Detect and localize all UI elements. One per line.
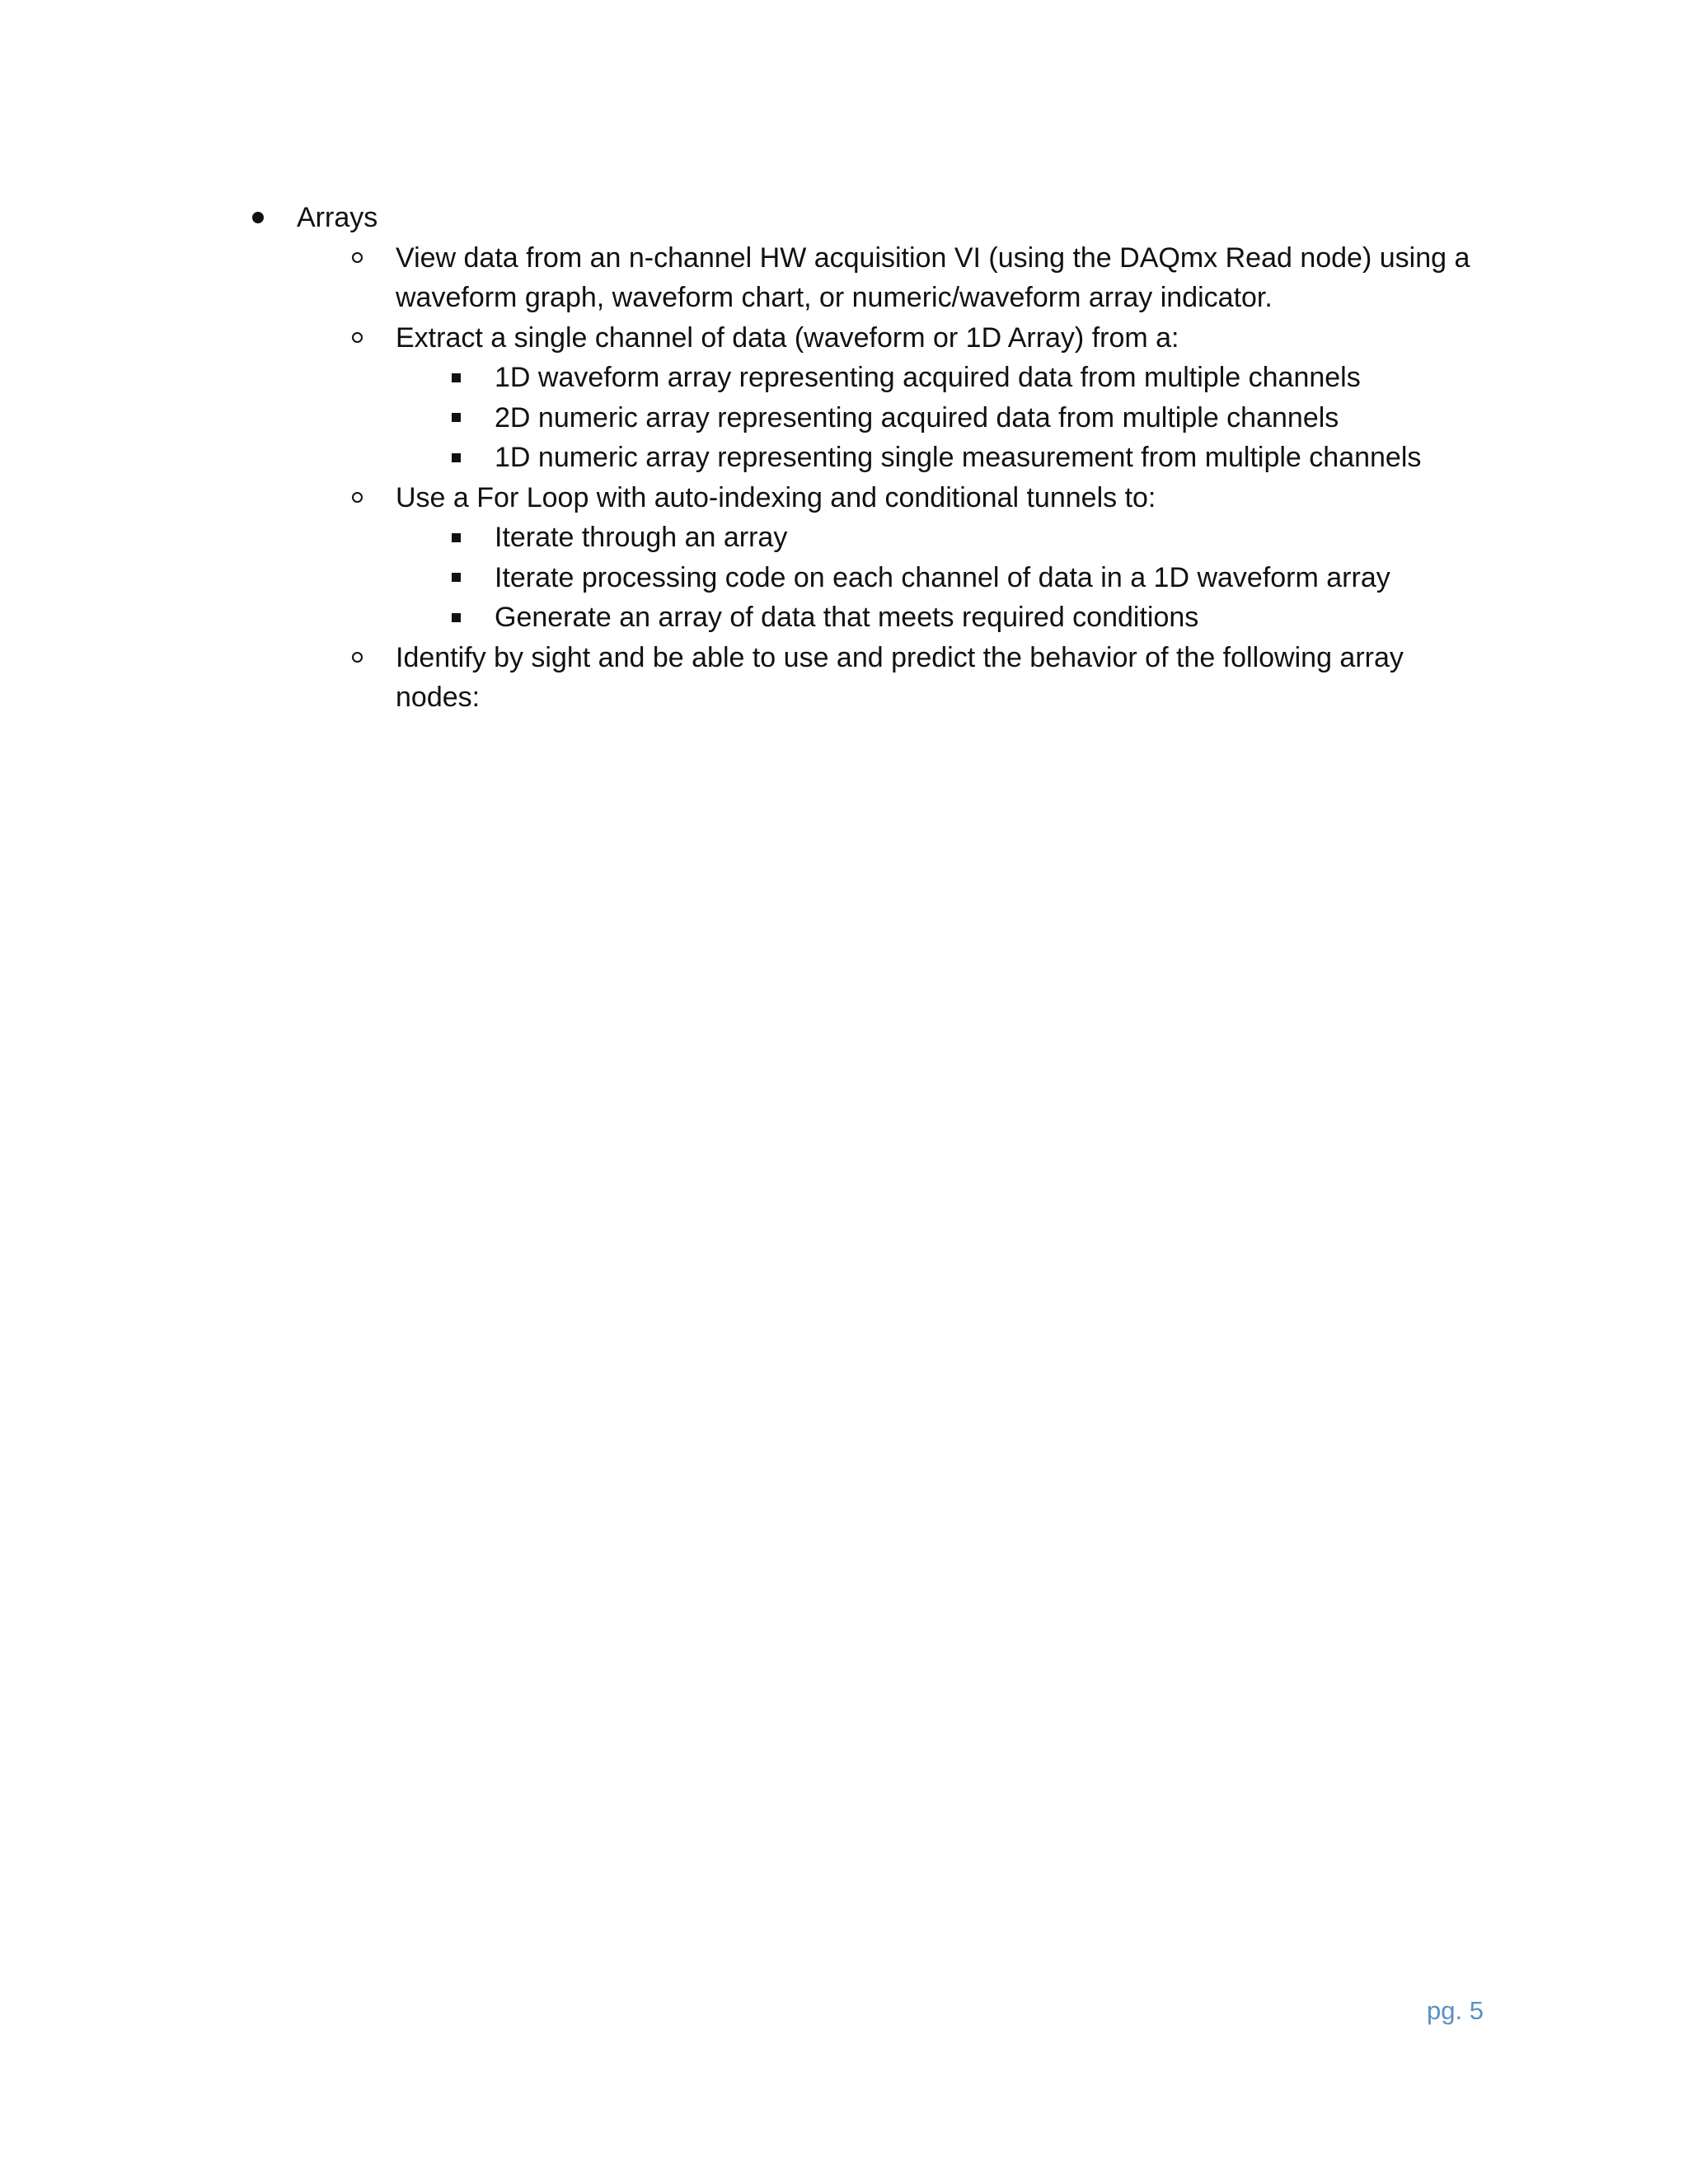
sub-list-item: [239, 598, 1492, 638]
square-bullet-icon: [443, 398, 468, 438]
square-bullet-icon: [443, 438, 468, 478]
sub-list-item-text: 1D waveform array representing acquired data from multiple channels: [495, 362, 1361, 393]
hollow-bullet-icon: [345, 638, 369, 678]
hollow-bullet-icon: [345, 238, 369, 279]
sub-list-item: [239, 518, 1492, 558]
list-item: [239, 638, 1492, 718]
sub-list-item: [239, 438, 1492, 478]
section-arrays: [239, 198, 1492, 238]
sub-list-item-text: 1D numeric array representing single measurement from multiple channels: [495, 442, 1422, 473]
sub-list-item-text: 2D numeric array representing acquired data from multiple channels: [495, 401, 1339, 434]
sub-list-item: [239, 358, 1492, 398]
square-bullet-icon: [443, 558, 468, 598]
square-bullet-icon: [443, 358, 468, 398]
page-number: pg. 5: [1427, 1996, 1484, 2025]
list-item: [239, 238, 1492, 318]
hollow-bullet-icon: [345, 318, 369, 359]
sub-list-item-text: Iterate processing code on each channel of data in a 1D waveform array: [495, 561, 1390, 593]
filled-bullet-icon: [246, 198, 270, 238]
outline-list: [239, 198, 1492, 718]
list-item: [239, 478, 1492, 518]
list-item-text: Identify by sight and be able to use and predict the behavior of the following array nodes:: [396, 641, 1404, 713]
sub-list-item: [239, 558, 1492, 598]
sub-list-item-text: Iterate through an array: [495, 522, 788, 553]
sub-list-item: [239, 398, 1492, 438]
hollow-bullet-icon: [345, 478, 369, 518]
list-item: [239, 318, 1492, 359]
list-item-text: View data from an n-channel HW acquisition VI (using the DAQmx Read node) using a waveform graph, waveform chart, or numeric/waveform array indicator.: [396, 241, 1470, 313]
sub-list-item-text: Generate an array of data that meets required conditions: [495, 602, 1199, 633]
list-item-text: Use a For Loop with auto-indexing and conditional tunnels to:: [396, 481, 1156, 513]
section-title: Arrays: [297, 202, 378, 233]
square-bullet-icon: [443, 598, 468, 638]
square-bullet-icon: [443, 518, 468, 558]
list-item-text: Extract a single channel of data (waveform or 1D Array) from a:: [396, 321, 1179, 354]
